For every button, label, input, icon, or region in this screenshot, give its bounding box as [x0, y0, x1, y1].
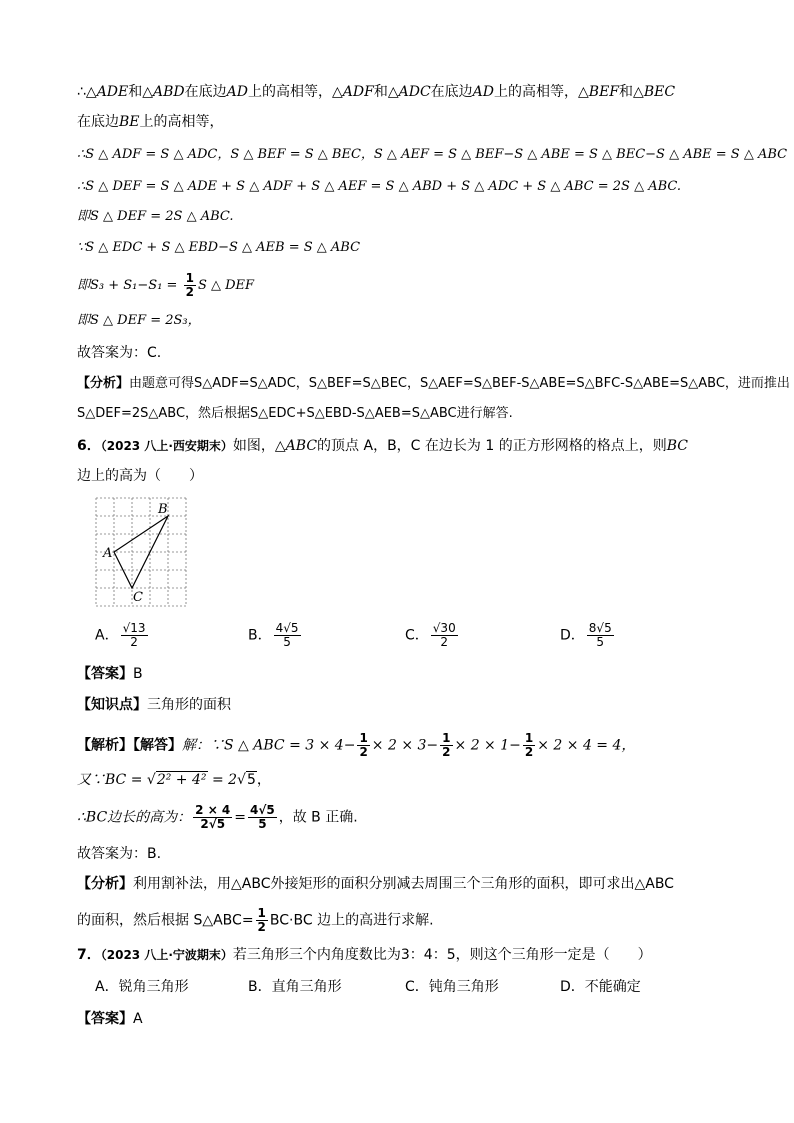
analysis-line: 【分析】由题意可得S△ADF=S△ADC，S△BEF=S△BEC，S△AEF=S△BEF-S△ABE=S△BFC-S△ABE=S△ABC，进而推出: [77, 376, 790, 391]
solution-line: 【解析】【解答】解：∵S △ ABC = 3 × 4− $\frac{1}{2}$ × 2 × 3− $\frac{1}{2}$ × 2 × 1− $\frac{1}{2}$ × 2 × 4 = 4，: [77, 731, 636, 759]
answer-line: 故答案为：C.: [77, 345, 162, 361]
vertex-label-a: A: [103, 546, 113, 561]
fraction: $\frac{1}{2}$: [185, 271, 194, 299]
vertex-label-c: C: [133, 590, 143, 605]
triangle-grid-figure: [95, 497, 187, 609]
answer-7: 【答案】A: [77, 1011, 143, 1027]
question-6: 6．（2023 八上·西安期末）如图，△ABC的顶点 A，B，C 在边长为 1 的正方形网格的格点上，则BC: [77, 438, 688, 454]
equation-line: 即S △ DEF = 2S₃，: [77, 313, 201, 328]
option-b[interactable]: B． $\frac{4√5}{5}$: [248, 621, 299, 649]
option-d[interactable]: D． $\frac{8√5}{5}$: [560, 621, 612, 649]
answer-6: 【答案】B: [77, 666, 143, 682]
question-7: 7．（2023 八上·宁波期末）若三角形三个内角度数比为3：4：5，则这个三角形一定是（ ）: [77, 947, 652, 963]
option-c[interactable]: C． $\frac{√30}{2}$: [405, 621, 456, 649]
option-a[interactable]: A． $\frac{√13}{2}$: [95, 621, 146, 649]
option-b[interactable]: B．直角三角形: [248, 979, 342, 995]
option-d[interactable]: D．不能确定: [560, 979, 641, 995]
vertex-label-b: B: [158, 502, 168, 517]
option-c[interactable]: C．钝角三角形: [405, 979, 499, 995]
bc-length-line: 又∵BC = √2² + 4² = 2√5，: [77, 772, 271, 788]
knowledge-point: 【知识点】三角形的面积: [77, 697, 231, 713]
equation-line: ∴S △ DEF = S △ ADE + S △ ADF + S △ AEF = S △ ABD + S △ ADC + S △ ABC = 2S △ ABC.: [77, 179, 681, 194]
equation-line: ∴S △ ADF = S △ ADC，S △ BEF = S △ BEC，S △ AEF = S △ BEF−S △ ABE = S △ BEC−S △ ABE = S △ ABC: [77, 147, 788, 162]
equation-line: 即S △ DEF = 2S △ ABC.: [77, 209, 234, 224]
analysis-line: 的面积，然后根据 S△ABC= $\frac{1}{2}$ BC·BC 边上的高进行求解.: [77, 906, 434, 934]
text-line: 在底边BE上的高相等，: [77, 114, 224, 130]
option-a[interactable]: A．锐角三角形: [95, 979, 189, 995]
height-line: ∴BC边长的高为： $\frac{2 \times 4}{2√5}$ = $\frac{4√5}{5}$ ，故 B 正确.: [77, 803, 358, 831]
equation-line: 即S₃ + S₁−S₁ = $\frac{1}{2}$ S △ DEF: [77, 271, 255, 299]
equation-line: ∵S △ EDC + S △ EBD−S △ AEB = S △ ABC: [77, 240, 361, 255]
question-6-cont: 边上的高为（ ）: [77, 468, 203, 484]
answer-line: 故答案为：B.: [77, 846, 162, 862]
analysis-line: 【分析】利用割补法，用△ABC外接矩形的面积分别减去周围三个三角形的面积，即可求出△ABC: [77, 876, 674, 892]
text-line: ∴△ADE和△ABD在底边AD上的高相等，△ADF和△ADC在底边AD上的高相等，△BEF和△BEC: [77, 84, 676, 100]
analysis-line: S△DEF=2S△ABC，然后根据S△EDC+S△EBD-S△AEB=S△ABC进行解答.: [77, 406, 513, 421]
